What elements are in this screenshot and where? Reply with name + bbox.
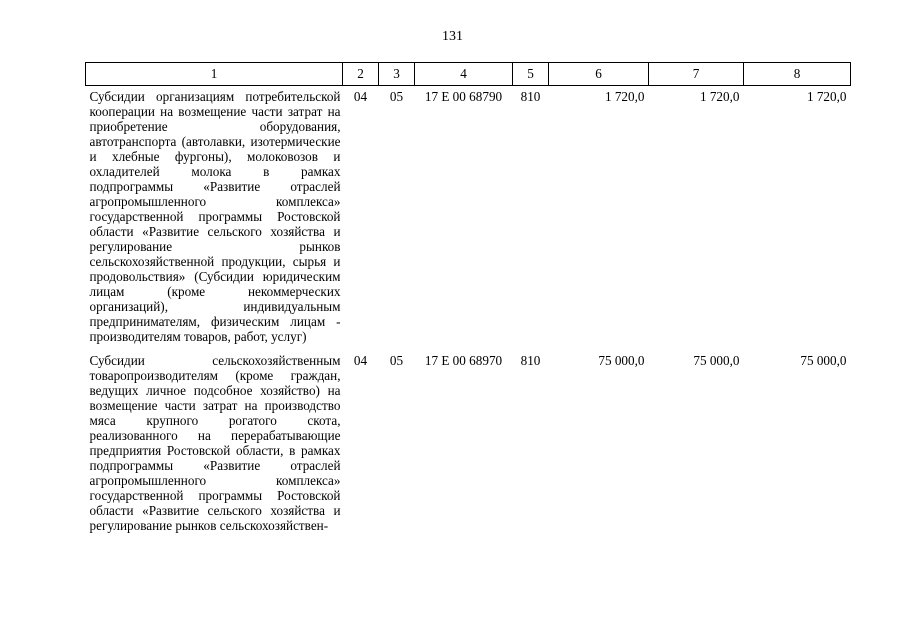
row-amount-col7: 75 000,0 (693, 353, 740, 368)
table-row (86, 86, 851, 351)
row-expense-type: 810 (520, 89, 541, 104)
header-cell-3: 3 (379, 63, 415, 86)
header-cell-8: 8 (744, 63, 851, 86)
row-amount-col7: 1 720,0 (699, 89, 740, 104)
header-cell-1: 1 (86, 63, 343, 86)
row-amount-col6: 75 000,0 (598, 353, 645, 368)
row-amount-col8: 75 000,0 (800, 353, 847, 368)
header-row (86, 63, 851, 86)
row-target-article: 17 Е 00 68790 (424, 89, 503, 104)
header-cell-6: 6 (549, 63, 649, 86)
row-subsection-code: 05 (389, 353, 404, 368)
budget-table (85, 62, 851, 539)
row-target-article: 17 Е 00 68970 (424, 353, 503, 368)
row-section-code: 04 (353, 353, 368, 368)
page-number: 131 (442, 29, 463, 44)
table-row (86, 350, 851, 539)
row-section-code: 04 (353, 89, 368, 104)
header-cell-4: 4 (415, 63, 513, 86)
header-cell-7: 7 (649, 63, 744, 86)
header-cell-2: 2 (343, 63, 379, 86)
row-expense-type: 810 (520, 353, 541, 368)
row-subsection-code: 05 (389, 89, 404, 104)
row-amount-col8: 1 720,0 (806, 89, 847, 104)
row-description: Субсидии сельскохозяйственным товаропроизводителям (кроме граждан, ведущих личное подсобное хозяйство) на возмещение части затрат на производство мяса крупного рогатого скота, реализованного на перерабатывающие предприятия Ростовской области, в рамках подпрограммы «Развитие отраслей агропромышленного комплекса» государственной программы Ростовской области «Развитие сельского хозяйства и регулирование рынков сельскохозяйствен- (89, 353, 341, 533)
row-description: Субсидии организациям потребительской кооперации на возмещение части затрат на приобретение оборудования, автотранспорта (автолавки, изотермические и хлебные фургоны), молоковозов и охладителей молока в рамках подпрограммы «Развитие отраслей агропромышленного комплекса» государственной программы Ростовской области «Развитие сельского хозяйства и регулирование рынков сельскохозяйственной продукции, сырья и продовольствия» (Субсидии юридическим лицам (кроме некоммерческих организаций), индивидуальным предпринимателям, физическим лицам - производителям товаров, работ, услуг) (89, 89, 341, 344)
row-amount-col6: 1 720,0 (604, 89, 645, 104)
header-cell-5: 5 (513, 63, 549, 86)
